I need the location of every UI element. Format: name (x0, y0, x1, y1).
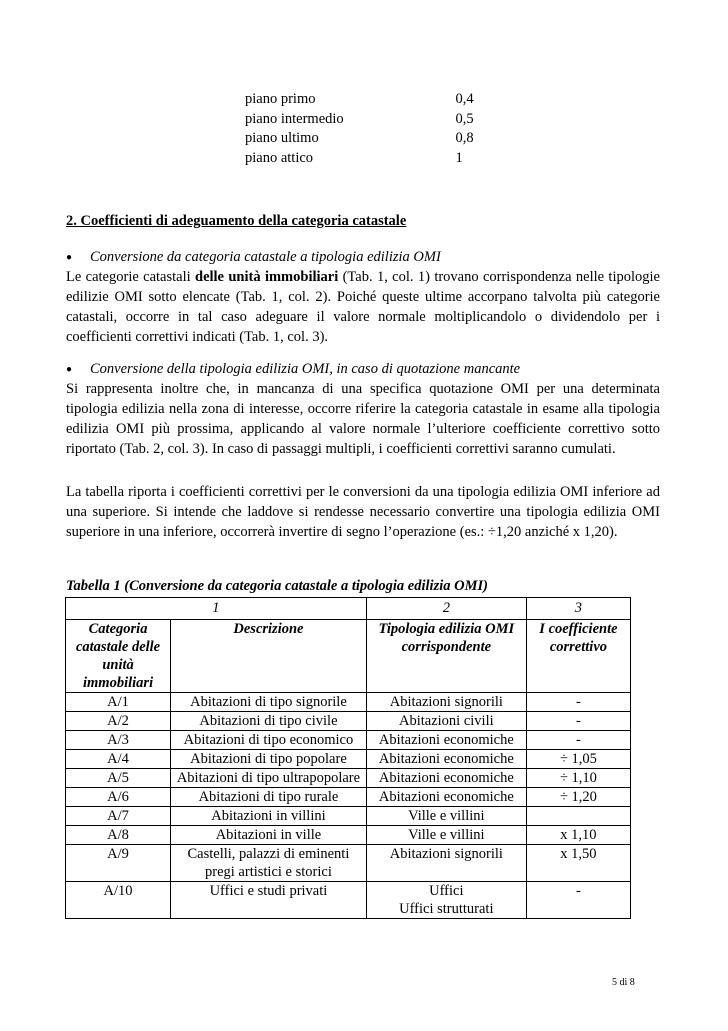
paragraph-3: La tabella riporta i coefficienti correttivi per le conversioni da una tipologia edilizia OMI inferiore ad una superiore. Si intende che laddove si rendesse necessario convertire una tipologia edilizia OMI superiore in una inferiore, occorrerà invertire di segno l’operazione (es.: ÷1,20 anziché x 1,20). (66, 484, 660, 540)
paragraph-2: Si rappresenta inoltre che, in mancanza di una specifica quotazione OMI per una determinata tipologia edilizia nella zona di interesse, occorre riferire la categoria catastale in esame alla tipologia edilizia OMI più prossima, applicando al valore normale l’ulteriore coefficiente correttivo sotto riportato (Tab. 2, col. 3). In caso di passaggi multipli, i coefficienti correttivi saranno cumulati. (66, 381, 660, 457)
bullet-title: Conversione da categoria catastale a tipologia edilizia OMI (90, 249, 441, 265)
floor-value: 0,8 (455, 130, 474, 146)
table-cell: Abitazioni economiche (366, 731, 526, 750)
floor-label: piano ultimo (245, 130, 319, 146)
bullet-title: Conversione della tipologia edilizia OMI, in caso di quotazione mancante (90, 361, 521, 377)
header-cell: Descrizione (171, 620, 367, 693)
table-cell: A/7 (66, 807, 171, 826)
column-number: 2 (366, 598, 526, 620)
table-cell: - (526, 731, 630, 750)
bullet-heading-1 (66, 247, 441, 268)
bold-text: delle unità immobiliari (195, 269, 339, 285)
table-cell: A/8 (66, 826, 171, 845)
table-cell: Abitazioni di tipo ultrapopolare (171, 769, 367, 788)
table-row (66, 693, 631, 712)
floor-coefficient-list (245, 90, 495, 168)
table-cell: Abitazioni in ville (171, 826, 367, 845)
floor-value: 0,4 (455, 91, 474, 107)
table-cell: Abitazioni signorili (366, 845, 526, 882)
paragraph-1 (66, 267, 660, 347)
table-cell: ÷ 1,10 (526, 769, 630, 788)
page-number: 5 di 8 (612, 977, 635, 988)
floor-label: piano primo (245, 91, 316, 107)
table-cell: A/4 (66, 750, 171, 769)
table-cell: Castelli, palazzi di eminenti pregi artistici e storici (171, 845, 367, 882)
table-cell: x 1,50 (526, 845, 630, 882)
table-row (66, 750, 631, 769)
column-number: 1 (66, 598, 367, 620)
table-row (66, 807, 631, 826)
table-cell: Abitazioni di tipo economico (171, 731, 367, 750)
bullet-heading-2 (66, 359, 520, 380)
table-cell: Abitazioni di tipo rurale (171, 788, 367, 807)
table-row (66, 731, 631, 750)
table-cell: Abitazioni di tipo civile (171, 712, 367, 731)
floor-label: piano attico (245, 149, 314, 166)
table-cell: A/9 (66, 845, 171, 882)
table-caption: Tabella 1 (Conversione da categoria catastale a tipologia edilizia OMI) (66, 578, 488, 594)
paragraph-text: (Tab. 1, col. 1) trovano corrispondenza nelle tipologie edilizie OMI sotto elencate (Tab. 1, col. 2). Poiché queste ultime accorpano talvolta più categorie catastali, occorre in tal caso adeguare il valore normale moltiplicandolo o dividendolo per i coefficienti correttivi indicati (Tab. 1, col. 3). (66, 269, 660, 345)
bullet-icon: ● (66, 363, 73, 375)
table-cell: Abitazioni economiche (366, 788, 526, 807)
table-column-numbers (66, 598, 631, 620)
table-header-row (66, 620, 631, 693)
table-cell: Uffici Uffici strutturati (366, 882, 526, 919)
floor-value: 1 (455, 149, 463, 166)
table-cell: ÷ 1,20 (526, 788, 630, 807)
column-number: 3 (526, 598, 630, 620)
table-cell: ÷ 1,05 (526, 750, 630, 769)
section-title: 2. Coefficienti di adeguamento della categoria catastale (66, 213, 407, 229)
floor-value: 0,5 (455, 110, 474, 127)
floor-label: piano intermedio (245, 110, 344, 127)
floor-row (245, 90, 495, 110)
table-cell: Uffici e studi privati (171, 882, 367, 919)
table-row (66, 826, 631, 845)
table-cell: A/2 (66, 712, 171, 731)
table-cell: Abitazioni signorili (366, 693, 526, 712)
table-cell: Ville e villini (366, 826, 526, 845)
table-row (66, 845, 631, 882)
table-row (66, 882, 631, 919)
table-row (66, 712, 631, 731)
table-cell: Ville e villini (366, 807, 526, 826)
table-cell: A/10 (66, 882, 171, 919)
table-cell: Abitazioni civili (366, 712, 526, 731)
table-cell: A/3 (66, 731, 171, 750)
floor-row (245, 129, 495, 149)
floor-row (245, 149, 495, 169)
table-cell (526, 807, 630, 826)
bullet-icon: ● (66, 251, 73, 263)
table-row (66, 788, 631, 807)
table-cell: Abitazioni economiche (366, 769, 526, 788)
table-cell: Abitazioni in villini (171, 807, 367, 826)
paragraph-text: Le categorie catastali (66, 269, 195, 285)
table-cell: - (526, 712, 630, 731)
table-cell: - (526, 882, 630, 919)
table-cell: Abitazioni di tipo signorile (171, 693, 367, 712)
header-cell: Categoria catastale delle unità immobiliari (66, 620, 171, 693)
header-cell: Tipologia edilizia OMI corrispondente (366, 620, 526, 693)
table-cell: x 1,10 (526, 826, 630, 845)
header-cell: I coefficiente correttivo (526, 620, 630, 693)
table-cell: A/1 (66, 693, 171, 712)
conversion-table (65, 597, 631, 919)
table-cell: Abitazioni di tipo popolare (171, 750, 367, 769)
table-cell: - (526, 693, 630, 712)
table-cell: A/6 (66, 788, 171, 807)
table-row (66, 769, 631, 788)
table-cell: A/5 (66, 769, 171, 788)
floor-row (245, 110, 495, 130)
table-cell: Abitazioni economiche (366, 750, 526, 769)
